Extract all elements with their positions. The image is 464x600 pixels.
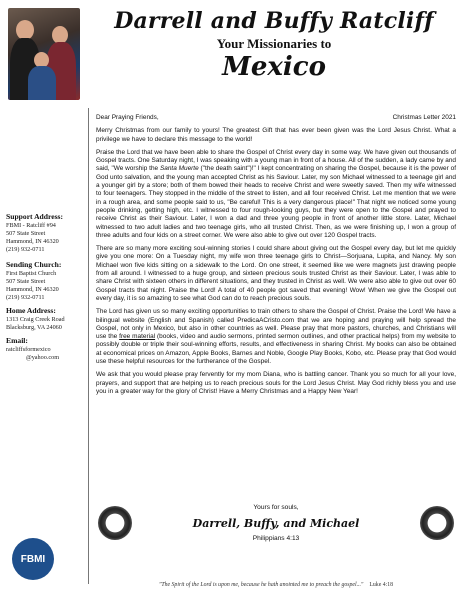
email-line[interactable]: @yahoo.com (26, 354, 60, 361)
italic-phrase: Santa Muerte (159, 165, 199, 173)
support-line: 507 State Street (6, 230, 46, 237)
paragraph-2: Praise the Lord that we have been able to share the Gospel of Christ every day in some way. We have given out thousands of Gospel tracts. One Saturday night, I was speaking with a young man in front of a house. All of the sudden, a lady came by and said, "We worship the Santa Muerte ("the death saint")!" I kept concentrating on sharing the Gospel, because it is the power of God unto salvation, and the young man accepted Christ as his Saviour. Later, my son Michael witnessed to a teenage girl and a younger girl by a store; both of them bowed their heads to receive Christ and were sweetly saved. Then my wife witnessed to four teenagers. They stopped in the middle of the street to listen, and all four received Christ. Let me mention that we were in a rough area, and some people said to us, "Be careful! This is a very dangerous place!" That night we noticed some young people drinking, getting high, etc. I witnessed to four rough-looking guys, but they were open to the Gospel and prayed to receive Christ as their Saviour. Later, I won a dad and three young people in front of another little store. Later, Michael witnessed to two adult ladies and two teenage girls, who all trusted Christ. Then, as we were finishing up, I won a group of three adults and four kids on a street corner. We were also able to give out over 120 Gospel tracts. (96, 148, 456, 239)
email-block (6, 336, 86, 362)
home-address (6, 306, 86, 332)
family-photo (8, 8, 80, 100)
home-line: 1313 Craig Creek Road (6, 316, 65, 323)
sending-line: First Baptist Church (6, 270, 57, 277)
support-address (6, 212, 86, 254)
paragraph-5: We ask that you would please pray fervently for my mom Diana, who is battling cancer. Thank you so much for all your love, prayers, and support that are helping us to reach precious souls for the Lord Jesus Christ. May God richly bless you and use you in a greater way for the glory of Christ! Have a Merry Christmas and a Happy New Year! (96, 371, 456, 395)
sending-church (6, 260, 86, 302)
valediction: Yours for souls, (253, 504, 299, 511)
sending-line: 507 State Street (6, 278, 46, 285)
support-line: FBMI - Ratcliff #94 (6, 222, 56, 229)
letterhead-title: Darrell and Buffy Ratcliff (114, 8, 434, 34)
closing (96, 504, 456, 542)
support-heading: Support Address: (6, 212, 64, 221)
free-material-link[interactable]: free material (119, 333, 156, 341)
letterhead (92, 8, 456, 82)
footer-quote (96, 582, 456, 588)
letterhead-country: Mexico (222, 52, 326, 82)
home-line: Blacksburg, VA 24060 (6, 324, 62, 331)
paragraph-3: There are so many more exciting soul-winning stories I could share about giving out the Gospel every day, but let me quickly give you one more: On a Tuesday night, my wife won three teenage girls to Christ—Sorjuana, Lupita, and Nancy. My son Michael won five kids sitting on a sidewalk to the Lord. On one street, it seemed like we were magnets just drawing people from all around. I witnessed to a huge group, and sixteen precious souls trusted Christ as their Saviour. Later, I was able to share Christ with sixteen others in different situations, and they trusted in Christ as well. We were also able to give out over 60 Gospel tracts that night. Praise the Lord! A total of 40 people got saved that evening! Wow! When we give the Gospel out every day, it is so amazing to see what God can do to reach precious souls. (96, 245, 456, 302)
home-heading: Home Address: (6, 306, 56, 315)
support-line: Hammond, IN 46320 (6, 238, 59, 245)
sending-heading: Sending Church: (6, 260, 62, 269)
greeting: Dear Praying Friends, (96, 114, 159, 121)
sending-line: (219) 932-0711 (6, 294, 45, 301)
closing-verse: Philippians 4:13 (252, 535, 300, 542)
footer-quote-text: "The Spirit of the Lord is upon me, because he hath anointed me to preach the gospel..." (158, 582, 364, 588)
fbmi-logo: FBMI (12, 538, 54, 580)
letter-body (96, 114, 456, 401)
email-line[interactable]: ratcliffsformexico (6, 346, 51, 353)
paragraph-4: The Lord has given us so many exciting opportunities to train others to share the Gospel of Christ. Praise the Lord! We have a bilingual website (English and Spanish) called PredicaACristo.com that we are hoping and praying will help spread the Gospel, not only in Mexico, but also in other countries as well. Please pray that more pastors, churches, and Christians will use the free material (books, video and audio sermons, printed sermon outlines, and other practical helps) from my website to possibly double or triple their soul-winning efforts, results, and effectiveness in sharing Christ. My books can also be obtained at economical prices on Amazon, Apple Books, Barnes and Noble, Google Play Books, Kobo, etc. Please pray that God would use these helpful resources for the furtherance of the Gospel. (96, 308, 457, 366)
sending-line: Hammond, IN 46320 (6, 286, 59, 293)
paragraph-1: Merry Christmas from our family to yours! The greatest Gift that has ever been given was the Lord Jesus Christ. What a privilege we have to declare this message to the world! (96, 127, 456, 143)
letterhead-subtitle: Your Missionaries to (216, 36, 332, 51)
email-heading: Email: (6, 336, 28, 345)
footer-reference: Luke 4:18 (369, 582, 394, 588)
signature: Darrell, Buffy, and Michael (192, 517, 360, 530)
sidebar-divider (88, 108, 89, 584)
letter-date-label: Christmas Letter 2021 (392, 114, 456, 121)
support-line: (219) 932-0711 (6, 246, 45, 253)
